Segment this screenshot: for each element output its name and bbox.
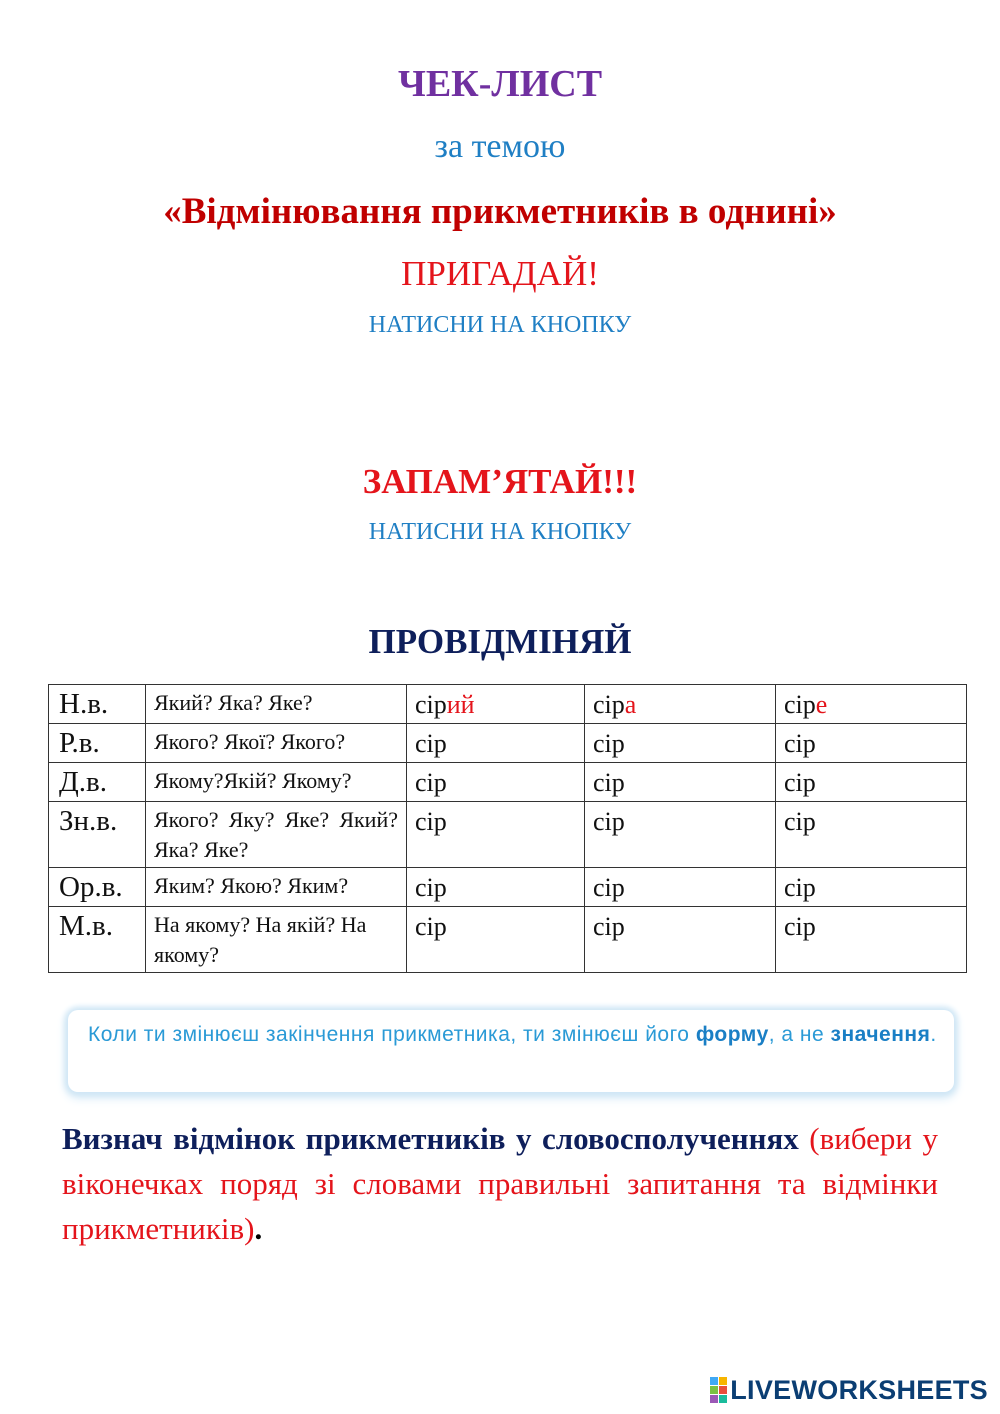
word-stem: сір bbox=[784, 873, 816, 902]
rule-note-text: Коли ти змінюєш закінчення прикметника, ти змінюєш його форму, а не значення. bbox=[88, 1023, 937, 1046]
case-label: Н.в. bbox=[49, 685, 146, 724]
case-questions: Яким? Якою? Яким? bbox=[146, 868, 407, 907]
logo-square bbox=[719, 1386, 727, 1394]
case-label: Зн.в. bbox=[49, 802, 146, 868]
word-cell-n[interactable] bbox=[776, 763, 967, 802]
case-questions: Який? Яка? Яке? bbox=[146, 685, 407, 724]
table-row bbox=[49, 907, 967, 973]
word-stem: сір bbox=[784, 807, 816, 836]
logo-square bbox=[719, 1377, 727, 1385]
word-cell-m[interactable] bbox=[407, 763, 585, 802]
word-stem: сір bbox=[593, 912, 625, 941]
word-cell-f[interactable] bbox=[585, 724, 776, 763]
table-row bbox=[49, 868, 967, 907]
subtitle: за темою bbox=[434, 128, 566, 165]
word-stem: сір bbox=[784, 768, 816, 797]
logo-square bbox=[710, 1386, 718, 1394]
word-stem: сір bbox=[415, 768, 447, 797]
case-label: Ор.в. bbox=[49, 868, 146, 907]
page-title: ЧЕК-ЛИСТ bbox=[397, 63, 603, 105]
word-stem: сір bbox=[593, 873, 625, 902]
table-row bbox=[49, 685, 967, 724]
decline-heading: ПРОВІДМІНЯЙ bbox=[368, 622, 632, 661]
word-stem: сір bbox=[415, 912, 447, 941]
case-questions: Якому?Якій? Якому? bbox=[146, 763, 407, 802]
word-ending: ий bbox=[446, 690, 475, 719]
case-label: Д.в. bbox=[49, 763, 146, 802]
logo-square bbox=[719, 1395, 727, 1403]
case-label: Р.в. bbox=[49, 724, 146, 763]
word-cell-f[interactable] bbox=[585, 868, 776, 907]
word-cell-m[interactable] bbox=[407, 907, 585, 973]
logo-mark-icon bbox=[710, 1377, 727, 1403]
word-cell-f[interactable] bbox=[585, 763, 776, 802]
press-button-link-1[interactable]: НАТИСНИ НА КНОПКУ bbox=[368, 312, 632, 338]
word-cell-m bbox=[407, 685, 585, 724]
note-emphasis-meaning: значення bbox=[830, 1023, 931, 1046]
word-stem: сір bbox=[784, 729, 816, 758]
word-cell-n[interactable] bbox=[776, 907, 967, 973]
word-cell-n bbox=[776, 685, 967, 724]
word-stem: сір bbox=[415, 690, 447, 719]
logo-square bbox=[710, 1377, 718, 1385]
word-cell-f bbox=[585, 685, 776, 724]
task-hint-text: (вибери у віконечках поряд зі словами правильні запитання та відмінки прикметників) bbox=[62, 1121, 939, 1246]
word-stem: сір bbox=[593, 729, 625, 758]
word-cell-f[interactable] bbox=[585, 802, 776, 868]
word-stem: сір bbox=[415, 729, 447, 758]
case-questions: На якому? На якій? На якому? bbox=[146, 907, 407, 973]
topic-title: «Відмінювання прикметників в однині» bbox=[163, 191, 837, 232]
logo-square bbox=[710, 1395, 718, 1403]
word-cell-n[interactable] bbox=[776, 724, 967, 763]
table-row bbox=[49, 763, 967, 802]
table-row bbox=[49, 724, 967, 763]
word-cell-m[interactable] bbox=[407, 802, 585, 868]
word-cell-f[interactable] bbox=[585, 907, 776, 973]
word-cell-n[interactable] bbox=[776, 802, 967, 868]
liveworksheets-logo bbox=[710, 1373, 988, 1407]
remember-heading: ПРИГАДАЙ! bbox=[401, 254, 599, 293]
word-stem: сір bbox=[784, 912, 816, 941]
case-questions: Якого? Якої? Якого? bbox=[146, 724, 407, 763]
task-instruction: Визнач відмінок прикметників у словосполученнях (вибери у віконечках поряд зі словами правильні запитання та відмінки прикметників). bbox=[62, 1121, 939, 1246]
word-stem: сір bbox=[593, 768, 625, 797]
word-stem: сір bbox=[415, 873, 447, 902]
word-cell-n[interactable] bbox=[776, 868, 967, 907]
logo-text: LIVEWORKSHEETS bbox=[730, 1374, 988, 1405]
word-cell-m[interactable] bbox=[407, 868, 585, 907]
word-stem: сір bbox=[784, 690, 816, 719]
rule-note-box bbox=[68, 1010, 954, 1092]
case-questions: Якого? Яку? Яке? Який? Яка? Яке? bbox=[146, 802, 407, 868]
word-stem: сір bbox=[593, 690, 625, 719]
word-stem: сір bbox=[415, 807, 447, 836]
task-bold-text: Визнач відмінок прикметників у словосполученнях bbox=[62, 1121, 799, 1156]
word-ending: е bbox=[815, 690, 828, 719]
word-stem: сір bbox=[593, 807, 625, 836]
word-cell-m[interactable] bbox=[407, 724, 585, 763]
memorize-heading: ЗАПАМ’ЯТАЙ!!! bbox=[362, 462, 638, 501]
table-row bbox=[49, 802, 967, 868]
note-emphasis-form: форму bbox=[695, 1023, 769, 1046]
word-ending: а bbox=[624, 690, 637, 719]
press-button-link-2[interactable]: НАТИСНИ НА КНОПКУ bbox=[368, 519, 632, 545]
case-label: М.в. bbox=[49, 907, 146, 973]
declension-table bbox=[48, 684, 967, 973]
